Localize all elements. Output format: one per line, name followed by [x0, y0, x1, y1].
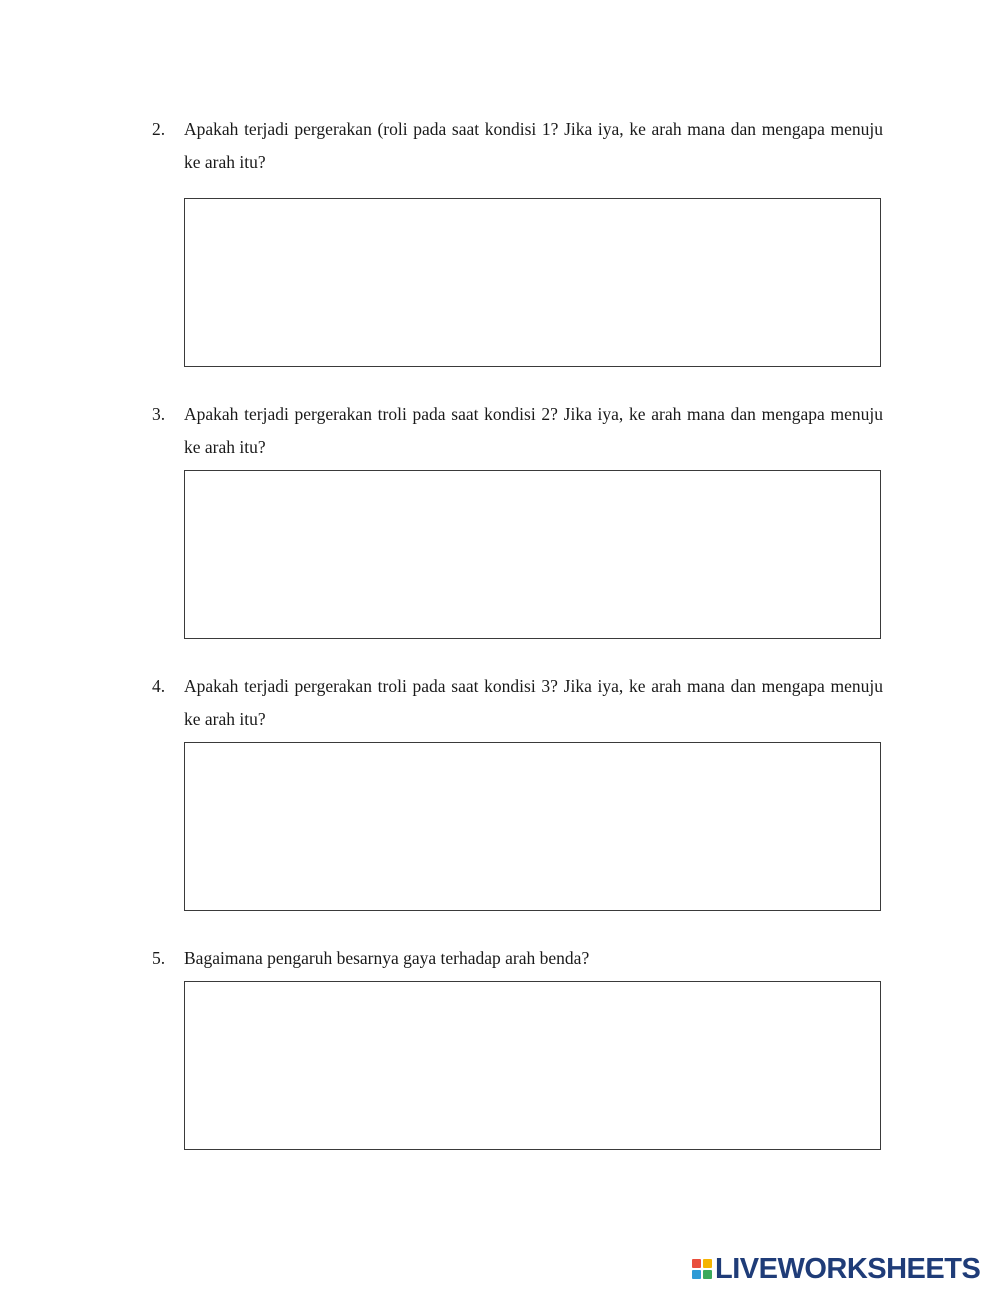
question-text: Apakah terjadi pergerakan (roli pada saat kondisi 1? Jika iya, ke arah mana dan mengapa menuju ke arah itu? — [184, 119, 883, 172]
answer-box-3[interactable] — [184, 470, 881, 639]
question-4 — [152, 670, 883, 736]
question-number: 2. — [152, 119, 166, 139]
question-number: 5. — [152, 948, 166, 968]
question-number: 4. — [152, 676, 166, 696]
brand-name: LIVEWORKSHEETS — [715, 1252, 981, 1285]
answer-box-5[interactable] — [184, 981, 881, 1150]
answer-box-2[interactable] — [184, 198, 881, 367]
question-number: 3. — [152, 404, 166, 424]
question-text: Apakah terjadi pergerakan troli pada saat kondisi 3? Jika iya, ke arah mana dan mengapa menuju ke arah itu? — [184, 676, 883, 729]
liveworksheets-brand — [692, 1254, 980, 1284]
question-5 — [152, 942, 883, 975]
question-text: Apakah terjadi pergerakan troli pada saat kondisi 2? Jika iya, ke arah mana dan mengapa menuju ke arah itu? — [184, 404, 883, 457]
question-3 — [152, 398, 883, 464]
question-text: Bagaimana pengaruh besarnya gaya terhadap arah benda? — [184, 948, 590, 968]
answer-box-4[interactable] — [184, 742, 881, 911]
question-2 — [152, 113, 883, 179]
liveworksheets-logo-icon — [692, 1259, 712, 1279]
